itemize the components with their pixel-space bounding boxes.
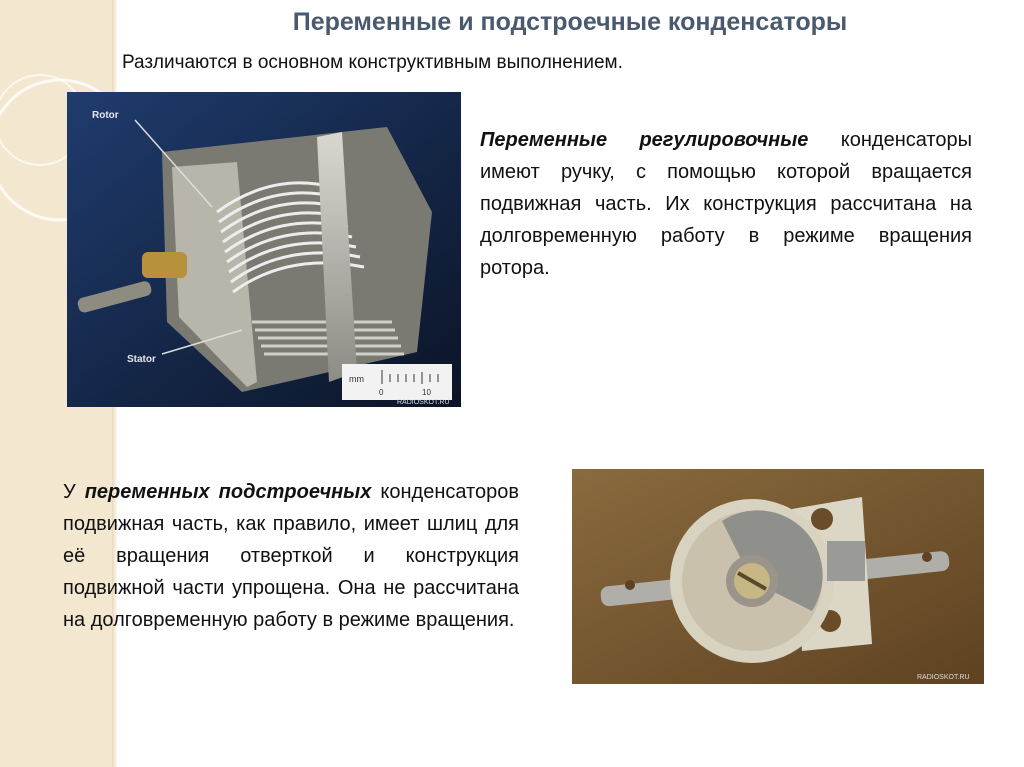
trimmer-capacitor-description — [63, 476, 519, 636]
variable-capacitor-photo — [67, 92, 461, 407]
scale-zero-label: 0 — [379, 388, 384, 397]
rotor-label: Rotor — [92, 110, 119, 121]
stator-label: Stator — [127, 354, 156, 365]
scale-unit-label: mm — [349, 374, 364, 384]
variable-capacitor-description — [480, 124, 972, 284]
photo2-watermark: RADIOSKOT.RU — [917, 674, 970, 681]
photo1-watermark: RADIOSKOT.RU — [397, 399, 450, 406]
trimmer-capacitor-term: переменных подстроечных — [84, 481, 372, 503]
variable-capacitor-term: Переменные регулировочные — [480, 129, 809, 151]
variable-capacitor-text: конденсаторы имеют ручку, с помощью которой вращается подвижная часть. Их конструкция рассчитана на долговременную работу в режиме вращения ротора. — [480, 129, 972, 279]
slide-title: Переменные и подстроечные конденсаторы — [292, 8, 848, 36]
trimmer-capacitor-text: конденсаторов подвижная часть, как правило, имеет шлиц для её вращения отверткой и конструкция подвижной части упрощена. Она не рассчитана на долговременную работу в режиме вращения. — [63, 481, 519, 631]
slide-subtitle: Различаются в основном конструктивным выполнением. — [122, 52, 623, 73]
trimmer-capacitor-photo — [572, 469, 984, 684]
scale-ten-label: 10 — [422, 388, 431, 397]
trimmer-lead-word: У — [63, 481, 85, 503]
